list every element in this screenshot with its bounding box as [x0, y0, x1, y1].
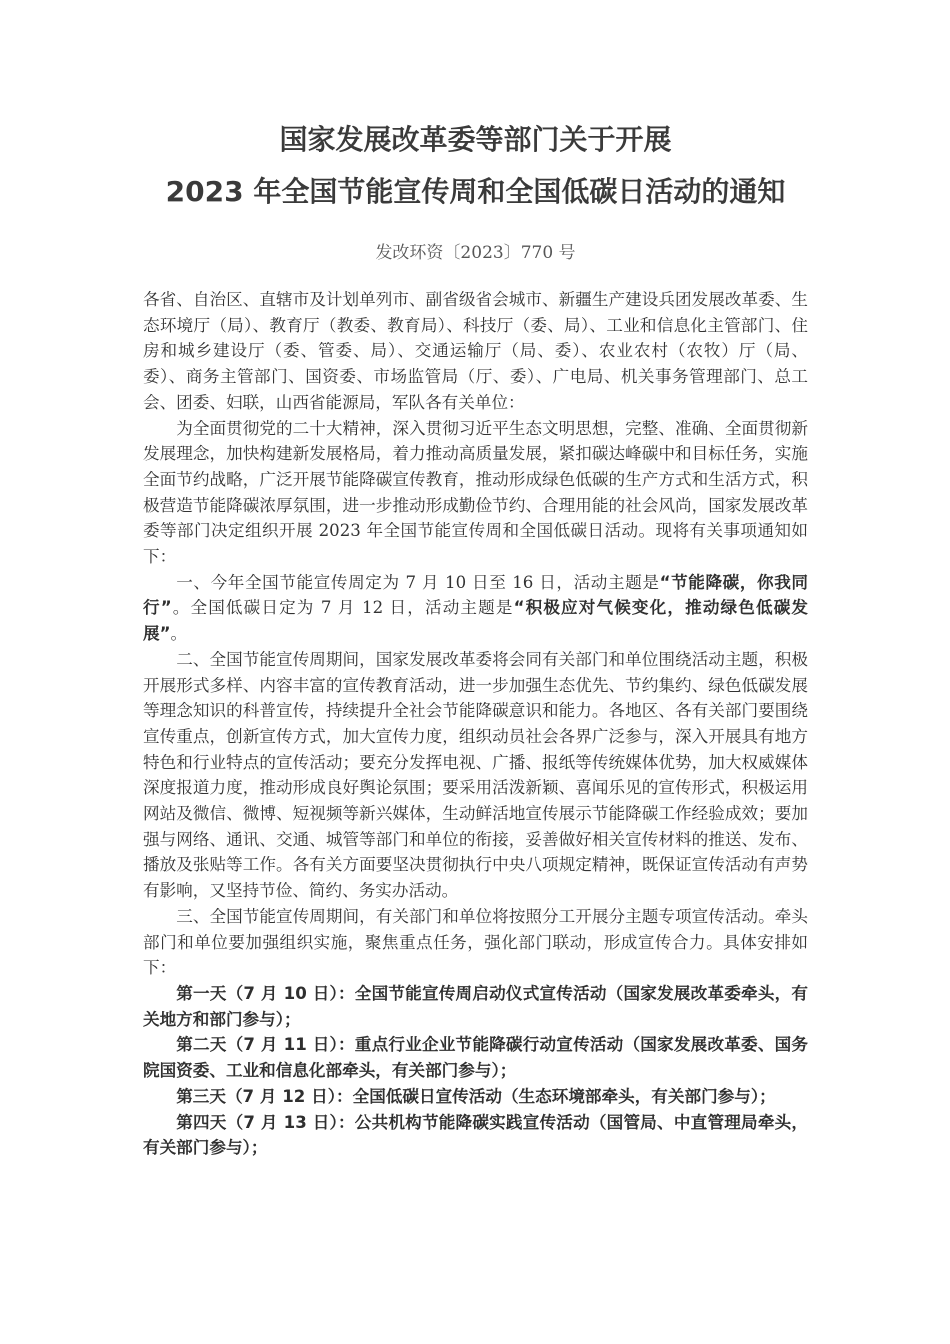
section-1-paragraph [143, 570, 808, 647]
document-title-line-1: 国家发展改革委等部门关于开展 [279, 123, 672, 156]
addressees-paragraph: 各省、自治区、直辖市及计划单列市、副省级省会城市、新疆生产建设兵团发展改革委、生态环境厅（局）、教育厅（教委、教育局）、科技厅（委、局）、工业和信息化主管部门、住房和城乡建设厅（委、管委、局）、交通运输厅（局、委）、农业农村（农牧）厅（局、委）、商务主管部门、国资委、市场监管局（厅、委）、广电局、机关事务管理部门、总工会、团委、妇联，山西省能源局，军队各有关单位： [143, 290, 808, 412]
document-body [143, 287, 808, 1161]
document-number: 发改环资〔2023〕770 号 [375, 243, 576, 263]
section-1-text-c: 。 [170, 624, 188, 644]
schedule-day-4: 第四天（7 月 13 日）：公共机构节能降碳实践宣传活动（国管局、中直管理局牵头，有关部门参与）； [143, 1112, 808, 1158]
section-1-text-a: 一、今年全国节能宣传周定为 7 月 10 日至 16 日，活动主题是 [176, 572, 660, 592]
schedule-day-3: 第三天（7 月 12 日）：全国低碳日宣传活动（生态环境部牵头，有关部门参与）； [176, 1086, 776, 1106]
document-title-line-2: 2023 年全国节能宣传周和全国低碳日活动的通知 [165, 175, 786, 208]
section-2-paragraph: 二、全国节能宣传周期间，国家发展改革委将会同有关部门和单位围绕活动主题，积极开展形式多样、内容丰富的宣传教育活动，进一步加强生态优先、节约集约、绿色低碳发展等理念知识的科普宣传，持续提升全社会节能降碳意识和能力。各地区、各有关部门要围绕宣传重点，创新宣传方式，加大宣传力度，组织动员社会各界广泛参与，深入开展具有地方特色和行业特点的宣传活动；要充分发挥电视、广播、报纸等传统媒体优势，加大权威媒体深度报道力度，推动形成良好舆论氛围；要采用活泼新颖、喜闻乐见的宣传形式，积极运用网站及微信、微博、短视频等新兴媒体，生动鲜活地宣传展示节能降碳工作经验成效；要加强与网络、通讯、交通、城管等部门和单位的衔接，妥善做好相关宣传材料的推送、发布、播放及张贴等工作。各有关方面要坚决贯彻执行中央八项规定精神，既保证宣传活动有声势有影响，又坚持节俭、简约、务实办活动。 [143, 649, 808, 901]
schedule-day-2: 第二天（7 月 11 日）：重点行业企业节能降碳行动宣传活动（国家发展改革委、国务院国资委、工业和信息化部牵头，有关部门参与）； [143, 1035, 808, 1081]
theme-low-carbon-day: “积极应对气候变化，推动绿色低碳发展” [143, 598, 809, 644]
schedule-day-1: 第一天（7 月 10 日）：全国节能宣传周启动仪式宣传活动（国家发展改革委牵头，有关地方和部门参与）； [143, 983, 808, 1029]
section-3-paragraph: 三、全国节能宣传周期间，有关部门和单位将按照分工开展分主题专项宣传活动。牵头部门和单位要加强组织实施，聚焦重点任务，强化部门联动，形成宣传合力。具体安排如下： [143, 906, 808, 978]
section-1-text-b: 。全国低碳日定为 7 月 12 日，活动主题是 [171, 598, 514, 618]
intro-paragraph: 为全面贯彻党的二十大精神，深入贯彻习近平生态文明思想，完整、准确、全面贯彻新发展理念，加快构建新发展格局，着力推动高质量发展，紧扣碳达峰碳中和目标任务，实施全面节约战略，广泛开展节能降碳宣传教育，推动形成绿色低碳的生产方式和生活方式，积极营造节能降碳浓厚氛围，进一步推动形成勤俭节约、合理用能的社会风尚，国家发展改革委等部门决定组织开展 2023 年全国节能宣传周和全国低碳日活动。现将有关事项通知如下： [143, 418, 808, 567]
theme-energy-week: “节能降碳，你我同行” [143, 572, 809, 618]
